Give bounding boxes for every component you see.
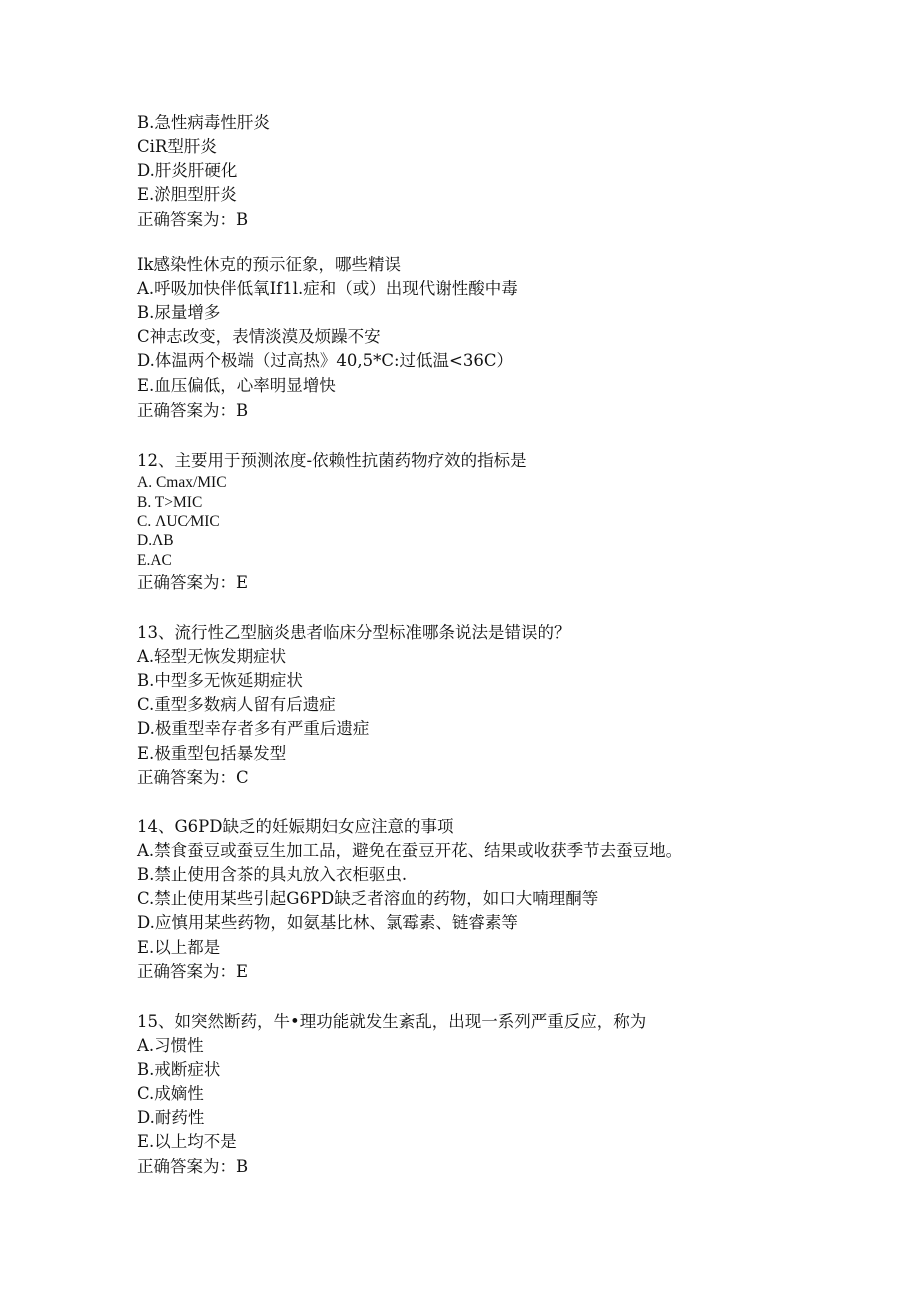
q11-answer: 正确答案为：B — [137, 401, 249, 420]
q12-option-a: A. Cmax/MIC — [137, 474, 227, 491]
q13-option-d: D.极重型幸存者多有严重后遗症 — [137, 719, 370, 738]
q15-question: 15、如突然断药，牛•理功能就发生紊乱，出现一系列严重反应，称为 — [137, 1012, 647, 1031]
q11-option-d: D.体温两个极端（过高热》40,5*C:过低温<36C） — [137, 351, 514, 370]
q14-option-b: B.禁止使用含茶的具丸放入衣柜驱虫. — [137, 865, 408, 884]
q12-answer: 正确答案为：E — [137, 573, 249, 592]
q15-option-a: A.习惯性 — [137, 1036, 204, 1055]
q13-option-a: A.轻型无恢发期症状 — [137, 647, 287, 666]
q15-option-e: E.以上均不是 — [137, 1132, 237, 1151]
q12-option-d: D.ΛB — [137, 532, 174, 549]
q14-option-e: E.以上都是 — [137, 938, 221, 957]
q15-answer: 正确答案为：B — [137, 1157, 249, 1176]
q14-option-d: D.应慎用某些药物，如氨基比林、氯霉素、链睿素等 — [137, 913, 518, 932]
q15-option-d: D.耐药性 — [137, 1108, 205, 1127]
q10-answer: 正确答案为：B — [137, 210, 249, 229]
q15-option-c: C.成嫡性 — [137, 1084, 204, 1103]
q12-option-e: E.AC — [137, 552, 172, 569]
q11-question: Ik感染性休克的预示征象，哪些精误 — [137, 255, 402, 274]
q11-option-e: E.血压偏低，心率明显增快 — [137, 376, 336, 395]
q10-option-c: CiR型肝炎 — [137, 137, 217, 156]
q14-option-a: A.禁食蚕豆或蚕豆生加工品，避免在蚕豆开花、结果或收获季节去蚕豆地。 — [137, 841, 683, 860]
q13-option-b: B.中型多无恢延期症状 — [137, 671, 303, 690]
q11-option-c: C神志改变，表情淡漠及烦躁不安 — [137, 327, 381, 346]
q14-option-c: C.禁止使用某些引起G6PD缺乏者溶血的药物，如口大喃理酮等 — [137, 889, 599, 908]
q13-answer: 正确答案为：C — [137, 768, 249, 787]
q10-option-e: E.淤胆型肝炎 — [137, 185, 237, 204]
q12-question: 12、主要用于预测浓度-依赖性抗菌药物疗效的指标是 — [137, 451, 527, 470]
q14-answer: 正确答案为：E — [137, 962, 249, 981]
q10-option-d: D.肝炎肝硬化 — [137, 161, 238, 180]
q11-option-a: A.呼吸加快伴低氧If1l.症和（或）出现代谢性酸中毒 — [137, 279, 518, 298]
q11-option-b: B.尿量增多 — [137, 303, 221, 322]
q14-question: 14、G6PD缺乏的妊娠期妇女应注意的事项 — [137, 817, 454, 836]
q15-option-b: B.戒断症状 — [137, 1060, 221, 1079]
q12-option-c: C. ΛUC⁄MIC — [137, 513, 220, 530]
q12-option-b: B. T>MIC — [137, 494, 203, 511]
q13-option-c: C.重型多数病人留有后遗症 — [137, 695, 336, 714]
q13-option-e: E.极重型包括暴发型 — [137, 744, 287, 763]
q10-option-b: B.急性病毒性肝炎 — [137, 113, 270, 132]
q13-question: 13、流行性乙型脑炎患者临床分型标准哪条说法是错误的？ — [137, 623, 571, 642]
